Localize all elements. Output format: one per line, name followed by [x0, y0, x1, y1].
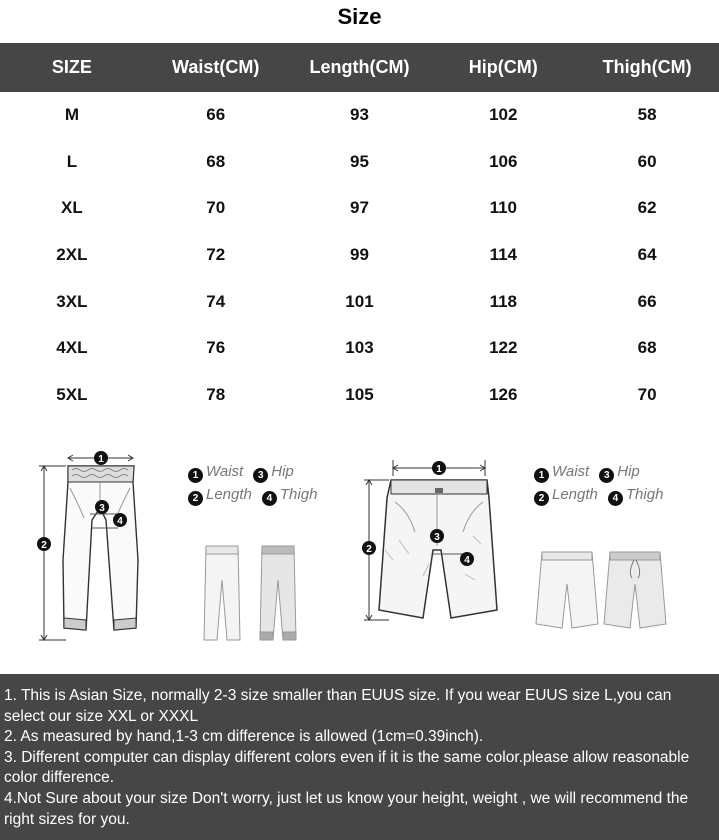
- cell-waist: 72: [206, 245, 226, 265]
- header-thigh: Thigh(CM): [575, 43, 719, 92]
- note-1: 1. This is Asian Size, normally 2-3 size smaller than EUUS size. If you wear EUUS size L,you can select our size XXL or XXXL: [4, 687, 672, 725]
- cell-thigh: 64: [637, 245, 657, 265]
- legend-num-3: 3: [599, 468, 614, 483]
- table-row: [0, 185, 719, 232]
- table-row: [0, 139, 719, 186]
- shorts-measurement-diagram: [355, 450, 525, 630]
- shorts-marker-3: 3: [434, 532, 440, 543]
- cell-size: 2XL: [56, 245, 88, 265]
- legend-waist: Waist: [206, 463, 244, 480]
- note-3: 3. Different computer can display different colors even if it is the same color.please allow reasonable color difference.: [4, 748, 690, 787]
- legend-num-4: 4: [262, 491, 277, 506]
- cell-waist: 66: [206, 105, 226, 125]
- table-row: [0, 92, 719, 139]
- legend-hip: Hip: [617, 463, 640, 480]
- legend-num-1: 1: [534, 468, 549, 483]
- marker-3: 3: [99, 503, 105, 514]
- cell-size: 3XL: [56, 291, 88, 311]
- legend-num-3: 3: [253, 468, 268, 483]
- pants-measurement-diagram: [30, 440, 160, 650]
- cell-waist: 74: [206, 291, 226, 311]
- header-waist: Waist(CM): [144, 43, 288, 92]
- legend-thigh: Thigh: [279, 486, 318, 503]
- marker-1: 1: [98, 454, 104, 465]
- legend-num-1: 1: [188, 468, 203, 483]
- cell-hip: 114: [489, 245, 517, 265]
- legend-num-4: 4: [608, 491, 623, 506]
- table-row: [0, 325, 719, 372]
- cell-length: 93: [350, 105, 369, 125]
- page-title: Size: [337, 4, 382, 29]
- cell-length: 95: [350, 151, 369, 171]
- cell-length: 97: [350, 198, 369, 218]
- cell-thigh: 60: [637, 151, 657, 171]
- cell-thigh: 66: [637, 291, 657, 311]
- cell-hip: 102: [489, 105, 518, 125]
- cell-size: XL: [61, 198, 83, 218]
- table-row: [0, 278, 719, 325]
- cell-waist: 70: [206, 198, 226, 218]
- shorts-marker-1: 1: [436, 464, 442, 475]
- cell-size: 4XL: [56, 338, 88, 358]
- legend-length: Length: [206, 486, 252, 503]
- notes-panel: [0, 674, 719, 840]
- cell-thigh: 68: [637, 338, 657, 358]
- cell-hip: 110: [489, 198, 517, 218]
- cell-hip: 122: [489, 338, 518, 358]
- marker-4: 4: [117, 516, 123, 527]
- table-row: [0, 372, 719, 419]
- cell-length: 103: [345, 338, 374, 358]
- shorts-marker-4: 4: [464, 555, 470, 566]
- legend-thigh: Thigh: [625, 486, 664, 503]
- legend-waist: Waist: [552, 463, 590, 480]
- cell-hip: 118: [489, 291, 517, 311]
- table-header-row: [0, 43, 719, 92]
- legend-num-2: 2: [534, 491, 549, 506]
- cell-size: M: [64, 105, 79, 125]
- note-4: 4.Not Sure about your size Don't worry, just let us know your height, weight , we will recommend the right sizes for you.: [4, 789, 689, 828]
- cell-thigh: 58: [637, 105, 657, 125]
- header-hip: Hip(CM): [431, 43, 575, 92]
- pants-thumbnails: [198, 540, 308, 645]
- pants-legend: [188, 460, 317, 506]
- table-row: [0, 232, 719, 279]
- shorts-marker-2: 2: [366, 544, 372, 555]
- legend-length: Length: [552, 486, 598, 503]
- header-length: Length(CM): [288, 43, 432, 92]
- note-2: 2. As measured by hand,1-3 cm difference is allowed (1cm=0.39inch).: [4, 728, 484, 746]
- cell-length: 105: [345, 384, 374, 404]
- shorts-legend: [534, 460, 663, 506]
- marker-2: 2: [41, 540, 47, 551]
- legend-hip: Hip: [271, 463, 294, 480]
- header-size: SIZE: [0, 43, 144, 92]
- cell-waist: 76: [206, 338, 226, 358]
- cell-hip: 126: [489, 384, 518, 404]
- cell-waist: 78: [206, 384, 226, 404]
- cell-length: 101: [345, 291, 374, 311]
- cell-thigh: 62: [637, 198, 657, 218]
- cell-hip: 106: [489, 151, 518, 171]
- cell-thigh: 70: [637, 384, 657, 404]
- cell-size: L: [66, 151, 78, 171]
- cell-length: 99: [350, 245, 369, 265]
- shorts-thumbnails: [534, 548, 674, 633]
- cell-waist: 68: [206, 151, 226, 171]
- cell-size: 5XL: [56, 384, 88, 404]
- legend-num-2: 2: [188, 491, 203, 506]
- size-table: [0, 43, 719, 418]
